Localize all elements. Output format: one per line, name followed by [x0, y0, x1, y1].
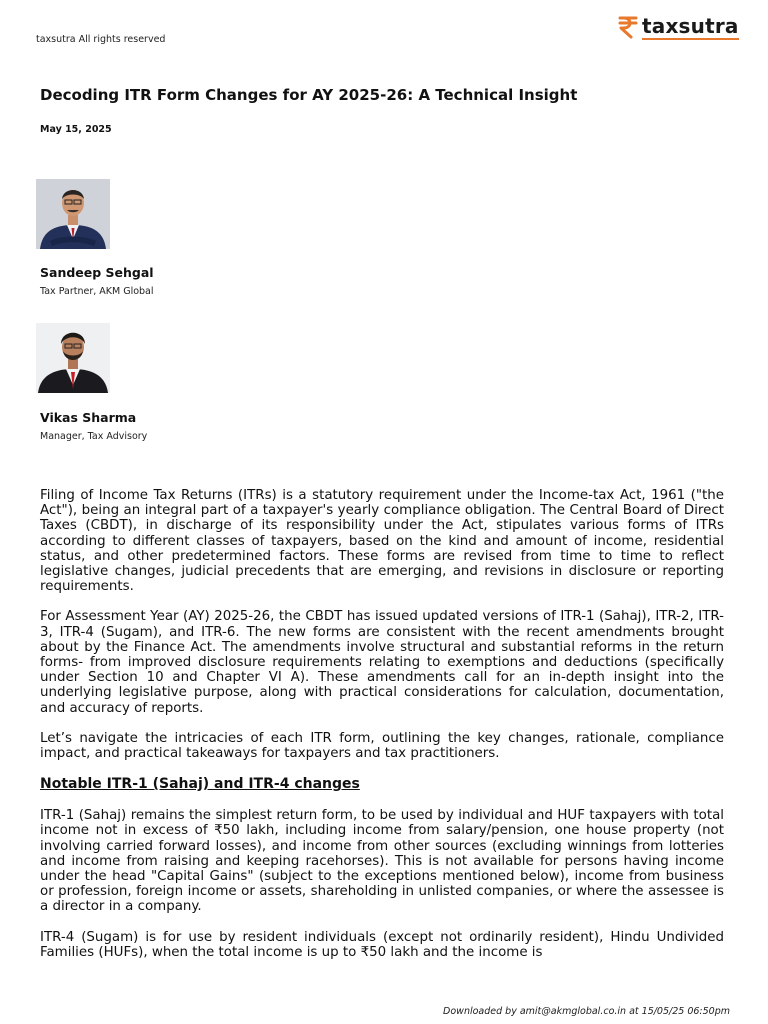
- download-footer: Downloaded by amit@akmglobal.co.in at 15/05/25 06:50pm: [443, 1006, 730, 1017]
- paragraph: For Assessment Year (AY) 2025-26, the CBDT has issued updated versions of ITR-1 (Sahaj), ITR-2, ITR-3, ITR-4 (Sugam), and ITR-6. The new forms are consistent with the recent amendments brought about by the Finance Act. The amendments involve structural and substantial reforms in the return forms- from improved disclosure requirements relating to exemptions and deductions (specifically under Section 10 and Chapter VI A). These amendments call for an in-depth insight into the underlying legislative purpose, along with practical considerations for calculation, documentation, and accuracy of reports.: [40, 609, 724, 716]
- paragraph: ITR-1 (Sahaj) remains the simplest return form, to be used by individual and HUF taxpayers with total income not in excess of ₹50 lakh, including income from salary/pension, one house property (not involving carried forward losses), and income from other sources (excluding winnings from lotteries and income from raising and keeping racehorses). This is not available for persons having income under the head "Capital Gains" (subject to the exceptions mentioned below), income from business or profession, foreign income or assets, shareholding in unlisted companies, or where the assessee is a director in a company.: [40, 808, 724, 915]
- author-photo-vikas: [36, 323, 110, 393]
- author-photo-sandeep: [36, 179, 110, 249]
- author-name: Sandeep Sehgal: [40, 265, 154, 280]
- rupee-logo-icon: [618, 15, 638, 39]
- author-role: Tax Partner, AKM Global: [40, 286, 154, 297]
- author-role: Manager, Tax Advisory: [40, 431, 148, 442]
- section-heading: Notable ITR-1 (Sahaj) and ITR-4 changes: [40, 776, 360, 793]
- paragraph: Let’s navigate the intricacies of each ITR form, outlining the key changes, rationale, compliance impact, and practical takeaways for taxpayers and tax practitioners.: [40, 730, 724, 762]
- copyright-text: taxsutra All rights reserved: [36, 34, 166, 45]
- article-body: [40, 488, 724, 975]
- logo-text: taxsutra: [642, 13, 739, 38]
- paragraph: ITR-4 (Sugam) is for use by resident individuals (except not ordinarily resident), Hindu Undivided Families (HUFs), when the total income is up to ₹50 lakh and the income is: [40, 929, 724, 960]
- paragraph: Filing of Income Tax Returns (ITRs) is a statutory requirement under the Income-tax Act, 1961 ("the Act"), being an integral part of a taxpayer's yearly compliance obligation. The Central Board of Direct Taxes (CBDT), in discharge of its responsibility under the Act, stipulates various forms of ITRs according to different classes of taxpayers, based on the kind and amount of income, residential status, and other predetermined factors. These forms are revised from time to time to reflect legislative changes, judicial precedents that are emerging, and revisions in disclosure or reporting requirements.: [40, 488, 724, 595]
- article-date: May 15, 2025: [40, 124, 112, 135]
- author-name: Vikas Sharma: [40, 410, 137, 425]
- article-title: Decoding ITR Form Changes for AY 2025-26: A Technical Insight: [40, 86, 578, 104]
- taxsutra-logo[interactable]: [618, 14, 739, 40]
